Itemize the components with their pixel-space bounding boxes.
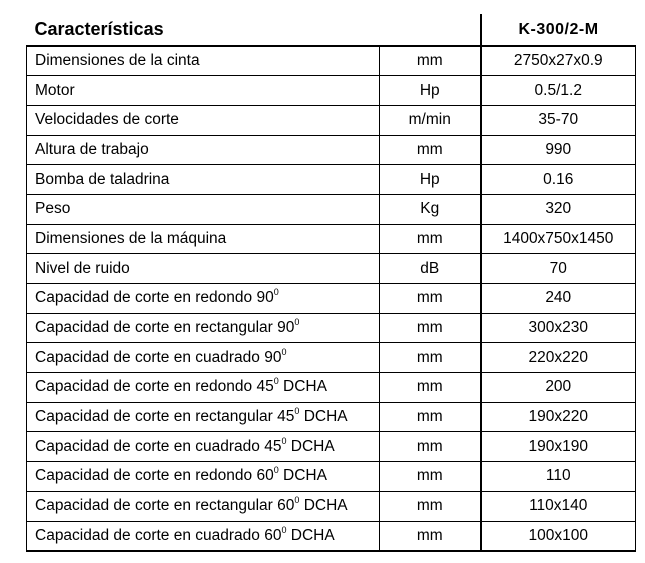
characteristic-label: Capacidad de corte en cuadrado 90 <box>35 348 282 366</box>
unit-cell: mm <box>380 521 481 551</box>
table-row <box>27 46 636 76</box>
unit-cell: m/min <box>380 105 481 135</box>
value-cell: 0.16 <box>481 165 636 195</box>
table-title: Características <box>27 14 380 46</box>
characteristic-name <box>27 313 380 343</box>
characteristic-name <box>27 46 380 76</box>
characteristic-label: Motor <box>35 81 75 99</box>
unit-cell: mm <box>380 135 481 165</box>
characteristic-suffix: DCHA <box>299 408 348 426</box>
characteristic-label: Capacidad de corte en redondo 60 <box>35 467 274 485</box>
characteristic-suffix: DCHA <box>286 526 335 544</box>
table-row <box>27 373 636 403</box>
characteristic-name <box>27 194 380 224</box>
table-row <box>27 313 636 343</box>
characteristic-name <box>27 432 380 462</box>
table-row <box>27 491 636 521</box>
degree-superscript: 0 <box>273 287 279 298</box>
value-cell: 190x220 <box>481 402 636 432</box>
characteristic-name <box>27 462 380 492</box>
unit-cell: mm <box>380 343 481 373</box>
table-row <box>27 254 636 284</box>
value-cell: 300x230 <box>481 313 636 343</box>
value-cell: 190x190 <box>481 432 636 462</box>
characteristic-name <box>27 402 380 432</box>
unit-cell: mm <box>380 432 481 462</box>
characteristic-label: Altura de trabajo <box>35 140 149 158</box>
characteristic-name <box>27 224 380 254</box>
characteristic-label: Capacidad de corte en rectangular 60 <box>35 497 295 515</box>
table-row <box>27 402 636 432</box>
degree-superscript: 0 <box>294 406 300 417</box>
value-cell: 1400x750x1450 <box>481 224 636 254</box>
unit-cell: mm <box>380 313 481 343</box>
degree-superscript: 0 <box>273 465 279 476</box>
unit-cell: Kg <box>380 194 481 224</box>
table-header <box>27 14 636 46</box>
value-cell: 110 <box>481 462 636 492</box>
unit-cell: mm <box>380 284 481 314</box>
table-row <box>27 343 636 373</box>
unit-cell: mm <box>380 491 481 521</box>
characteristic-name <box>27 105 380 135</box>
characteristic-name <box>27 254 380 284</box>
value-cell: 70 <box>481 254 636 284</box>
characteristic-label: Capacidad de corte en redondo 45 <box>35 378 274 396</box>
table-row <box>27 521 636 551</box>
characteristic-label: Bomba de taladrina <box>35 170 170 188</box>
value-cell: 200 <box>481 373 636 403</box>
characteristic-name <box>27 491 380 521</box>
unit-cell: Hp <box>380 165 481 195</box>
characteristic-suffix: DCHA <box>286 437 335 455</box>
degree-superscript: 0 <box>273 376 279 387</box>
model-name: K-300/2-M <box>481 14 636 46</box>
table-row <box>27 224 636 254</box>
unit-cell: dB <box>380 254 481 284</box>
table-row <box>27 462 636 492</box>
characteristic-suffix: DCHA <box>278 378 327 396</box>
value-cell: 0.5/1.2 <box>481 76 636 106</box>
value-cell: 100x100 <box>481 521 636 551</box>
table-body <box>27 46 636 551</box>
characteristic-label: Capacidad de corte en cuadrado 45 <box>35 437 282 455</box>
value-cell: 320 <box>481 194 636 224</box>
unit-cell: mm <box>380 373 481 403</box>
characteristic-name <box>27 135 380 165</box>
value-cell: 110x140 <box>481 491 636 521</box>
characteristic-name <box>27 284 380 314</box>
degree-superscript: 0 <box>281 346 287 357</box>
characteristic-label: Dimensiones de la cinta <box>35 52 200 70</box>
characteristic-label: Capacidad de corte en cuadrado 60 <box>35 526 282 544</box>
characteristic-name <box>27 521 380 551</box>
table-row <box>27 105 636 135</box>
unit-cell: mm <box>380 46 481 76</box>
characteristic-name <box>27 373 380 403</box>
characteristic-name <box>27 165 380 195</box>
unit-column-header <box>380 14 481 46</box>
characteristic-label: Capacidad de corte en redondo 90 <box>35 289 274 307</box>
degree-superscript: 0 <box>294 317 300 328</box>
degree-superscript: 0 <box>294 495 300 506</box>
characteristic-label: Capacidad de corte en rectangular 90 <box>35 319 295 337</box>
value-cell: 990 <box>481 135 636 165</box>
value-cell: 240 <box>481 284 636 314</box>
specifications-table <box>26 14 636 552</box>
value-cell: 35-70 <box>481 105 636 135</box>
degree-superscript: 0 <box>281 524 287 535</box>
characteristic-label: Dimensiones de la máquina <box>35 229 227 247</box>
unit-cell: Hp <box>380 76 481 106</box>
characteristic-name <box>27 76 380 106</box>
characteristic-name <box>27 343 380 373</box>
characteristic-suffix: DCHA <box>278 467 327 485</box>
characteristic-label: Velocidades de corte <box>35 111 179 129</box>
table-row <box>27 432 636 462</box>
table-row <box>27 284 636 314</box>
degree-superscript: 0 <box>281 435 287 446</box>
value-cell: 2750x27x0.9 <box>481 46 636 76</box>
unit-cell: mm <box>380 402 481 432</box>
table-row <box>27 165 636 195</box>
unit-cell: mm <box>380 224 481 254</box>
characteristic-label: Capacidad de corte en rectangular 45 <box>35 408 295 426</box>
table-row <box>27 76 636 106</box>
header-row <box>27 14 636 46</box>
value-cell: 220x220 <box>481 343 636 373</box>
characteristic-suffix: DCHA <box>299 497 348 515</box>
unit-cell: mm <box>380 462 481 492</box>
characteristic-label: Nivel de ruido <box>35 259 130 277</box>
table-row <box>27 135 636 165</box>
table-row <box>27 194 636 224</box>
characteristic-label: Peso <box>35 200 71 218</box>
